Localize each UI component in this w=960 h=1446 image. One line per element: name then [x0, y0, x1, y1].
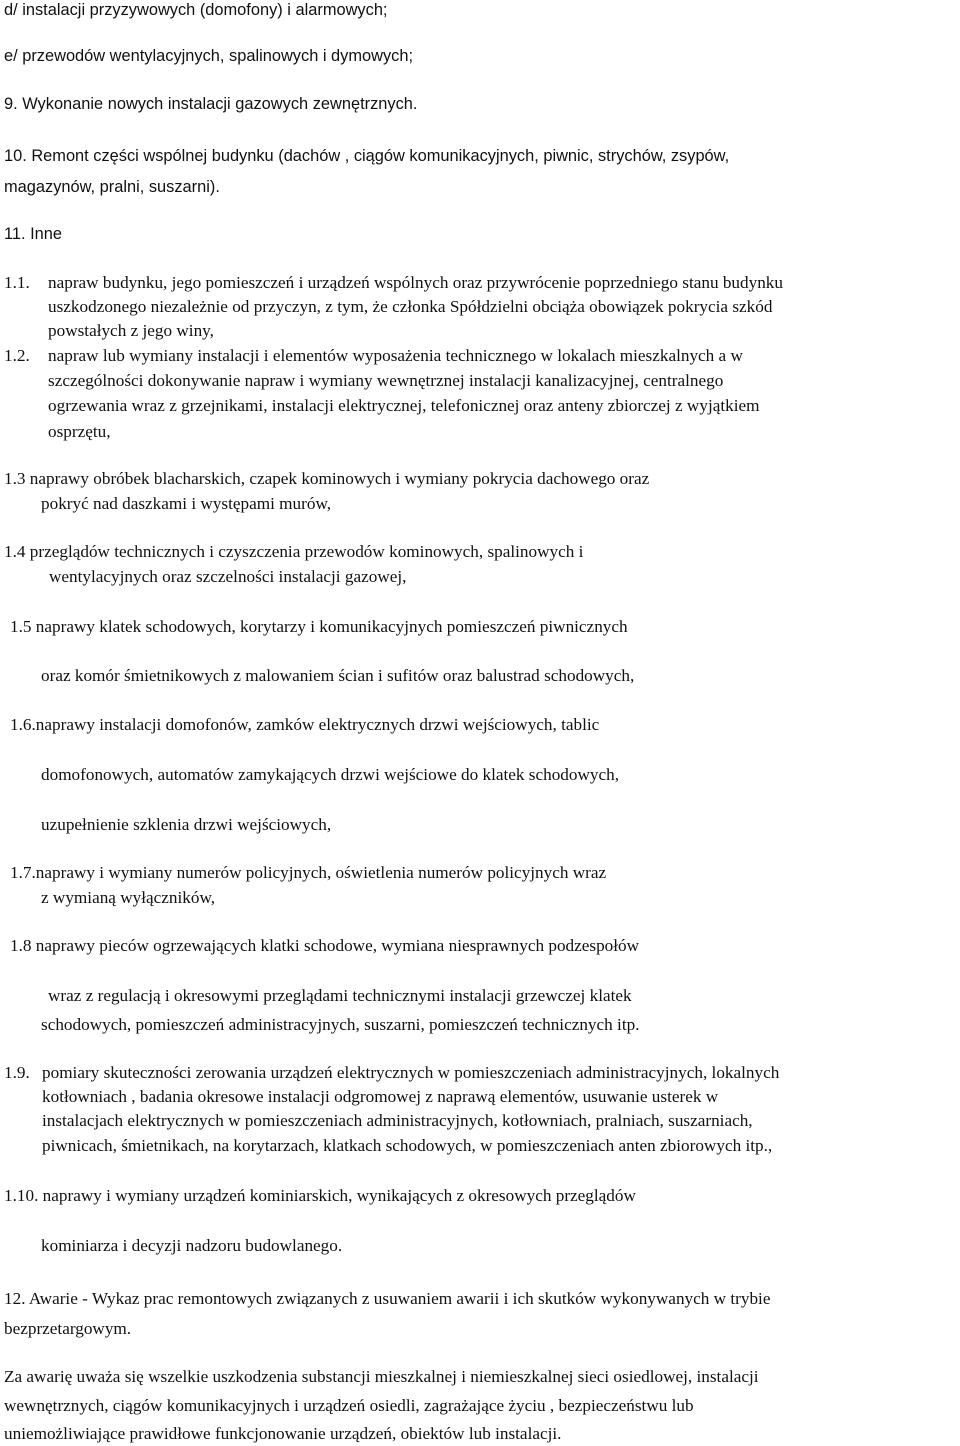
text-line: kominiarza i decyzji nadzoru budowlanego.	[41, 1236, 343, 1255]
text-line: 12. Awarie - Wykaz prac remontowych związanych z usuwaniem awarii i ich skutków wykonywanych w trybie	[4, 1289, 771, 1308]
text-line: bezprzetargowym.	[4, 1319, 132, 1338]
text-line: 1.10. naprawy i wymiany urządzeń kominiarskich, wynikających z okresowych przeglądów	[4, 1186, 636, 1205]
item-number: 1.9.	[4, 1063, 30, 1082]
text-line: Za awarię uważa się wszelkie uszkodzenia substancji mieszkalnej i niemieszkalnej sieci osiedlowej, instalacji	[4, 1367, 759, 1386]
text-line: pokryć nad daszkami i występami murów,	[41, 494, 332, 513]
text-line: powstałych z jego winy,	[48, 321, 214, 340]
text-line: wraz z regulacją i okresowymi przeglądami technicznymi instalacji grzewczej klatek	[48, 986, 632, 1005]
text-line: 1.8 naprawy pieców ogrzewających klatki schodowe, wymiana niesprawnych podzespołów	[10, 936, 640, 955]
text-line: wewnętrznych, ciągów komunikacyjnych i urządzeń osiedli, zagrażające życiu , bezpieczeństwu lub	[4, 1396, 694, 1415]
text-line: uzupełnienie szklenia drzwi wejściowych,	[41, 815, 332, 834]
text-line: d/ instalacji przyzywowych (domofony) i alarmowych;	[4, 1, 388, 19]
item-number: 1.2.	[4, 346, 30, 365]
text-line: z wymianą wyłączników,	[41, 888, 216, 907]
text-line: e/ przewodów wentylacyjnych, spalinowych i dymowych;	[4, 47, 414, 65]
text-line: instalacjach elektrycznych w pomieszczeniach administracyjnych, kotłowniach, pralniach, suszarniach,	[42, 1111, 753, 1130]
text-line: pomiary skuteczności zerowania urządzeń elektrycznych w pomieszczeniach administracyjnych, lokalnych	[42, 1063, 780, 1082]
text-line: uszkodzonego niezależnie od przyczyn, z tym, że członka Spółdzielni obciąża obowiązek pokrycia szkód	[48, 297, 773, 316]
text-line: szczególności dokonywanie napraw i wymiany wewnętrznej instalacji kanalizacyjnej, centralnego	[48, 371, 724, 390]
text-line: 10. Remont części wspólnej budynku (dachów , ciągów komunikacyjnych, piwnic, strychów, zsypów,	[4, 147, 730, 165]
text-line: 1.5 naprawy klatek schodowych, korytarzy i komunikacyjnych pomieszczeń piwnicznych	[10, 617, 628, 636]
text-line: ogrzewania wraz z grzejnikami, instalacji elektrycznej, telefonicznej oraz anteny zbiorczej z wyjątkiem	[48, 396, 760, 415]
text-line: 9. Wykonanie nowych instalacji gazowych zewnętrznych.	[4, 95, 418, 113]
text-line: kotłowniach , badania okresowe instalacji odgromowej z naprawą elementów, usuwanie usterek w	[42, 1087, 719, 1106]
text-line: napraw lub wymiany instalacji i elementów wyposażenia technicznego w lokalach mieszkalnych a w	[48, 346, 743, 365]
text-line: domofonowych, automatów zamykających drzwi wejściowe do klatek schodowych,	[41, 765, 619, 784]
text-line: magazynów, pralni, suszarni).	[4, 178, 220, 196]
text-line: napraw budynku, jego pomieszczeń i urządzeń wspólnych oraz przywrócenie poprzedniego stanu budynku	[48, 273, 783, 292]
text-line: 1.4 przeglądów technicznych i czyszczenia przewodów kominowych, spalinowych i	[4, 542, 584, 561]
text-line: 1.3 naprawy obróbek blacharskich, czapek kominowych i wymiany pokrycia dachowego oraz	[4, 469, 650, 488]
text-line: osprzętu,	[48, 422, 111, 441]
text-line: 1.7.naprawy i wymiany numerów policyjnych, oświetlenia numerów policyjnych wraz	[10, 863, 607, 882]
item-number: 1.1.	[4, 273, 30, 292]
text-line: oraz komór śmietnikowych z malowaniem ścian i sufitów oraz balustrad schodowych,	[41, 666, 635, 685]
text-line: wentylacyjnych oraz szczelności instalacji gazowej,	[49, 567, 407, 586]
text-line: 11. Inne	[4, 225, 63, 243]
text-line: piwnicach, śmietnikach, na korytarzach, klatkach schodowych, w pomieszczeniach anten zbiorowych itp.,	[42, 1136, 773, 1155]
text-line: uniemożliwiające prawidłowe funkcjonowanie urządzeń, obiektów lub instalacji.	[4, 1424, 562, 1443]
text-line: 1.6.naprawy instalacji domofonów, zamków elektrycznych drzwi wejściowych, tablic	[10, 715, 600, 734]
text-line: schodowych, pomieszczeń administracyjnych, suszarni, pomieszczeń technicznych itp.	[41, 1015, 640, 1034]
